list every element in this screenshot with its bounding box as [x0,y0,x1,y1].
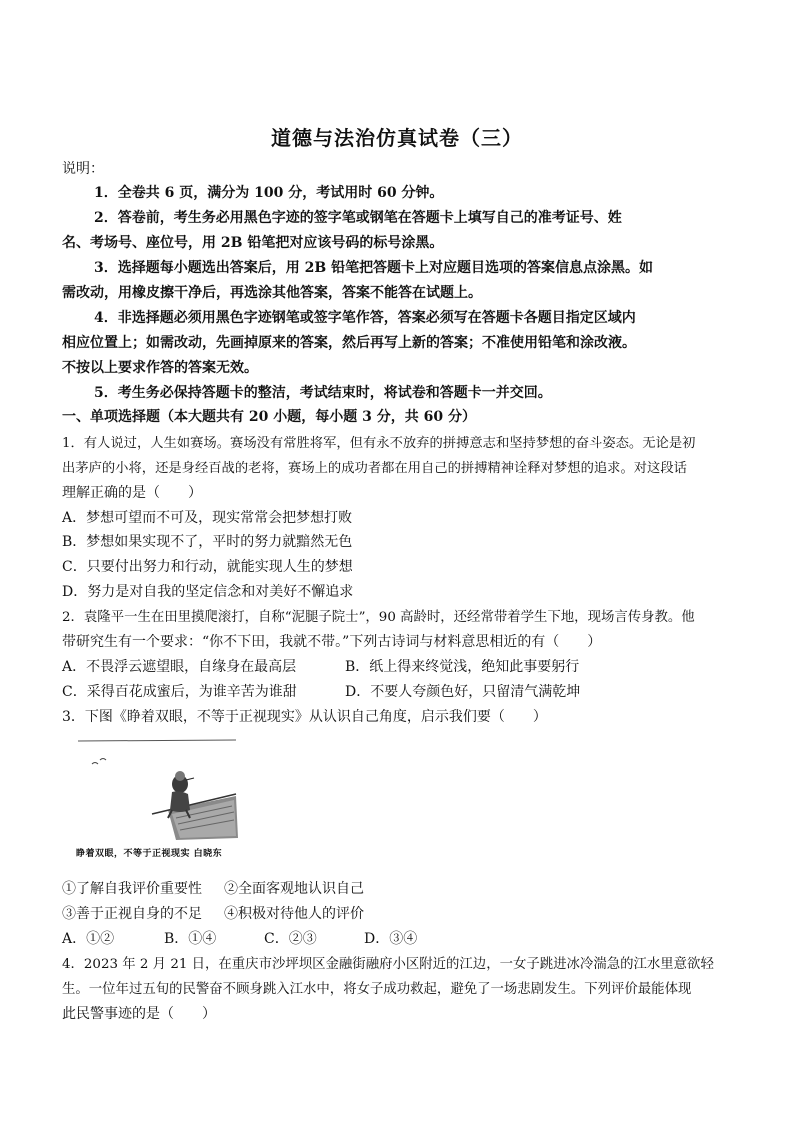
instruction-line: 1．全卷共 6 页，满分为 100 分，考试用时 60 分钟。 [94,185,444,201]
q3-choice-b: B．①④ [164,931,217,947]
q3-choice-d: D．③④ [364,931,418,947]
q3-item-3: ③善于正视自身的不足 [62,906,202,922]
q1-stem-line: 理解正确的是（ ） [62,485,202,501]
q4-stem-line: 此民警事迹的是（ ） [62,1006,216,1022]
q2-stem-line: 2．袁隆平一生在田里摸爬滚打，自称“泥腿子院士”，90 高龄时，还经常带着学生下地，现场言传身教。他 [62,610,695,625]
q1-option-a: A．梦想可望而不可及，现实常常会把梦想打败 [62,510,353,526]
q3-item-1: ①了解自我评价重要性 [62,881,202,897]
q3-item-4: ④积极对待他人的评价 [224,906,364,922]
instruction-line: 2．答卷前，考生务必用黑色字迹的签字笔或钢笔在答题卡上填写自己的准考证号、姓 [94,210,622,226]
q2-option-d: D．不要人夸颜色好，只留清气满乾坤 [345,684,581,700]
q2-option-c: C．采得百花成蜜后，为谁辛苦为谁甜 [62,684,297,700]
q4-stem-line: 4．2023 年 2 月 21 日，在重庆市沙坪坝区金融街融府小区附近的江边，一女子跳进冰冷湍急的江水里意欲轻 [62,957,714,972]
instruction-line: 不按以上要求作答的答案无效。 [62,360,258,376]
q3-stem: 3．下图《睁着双眼，不等于正视现实》从认识自己角度，启示我们要（ ） [62,709,547,725]
q4-stem-line: 生。一位年过五旬的民警奋不顾身跳入江水中，将女子成功救起，避免了一场悲剧发生。下列评价最能体现 [62,982,692,997]
instruction-line: 3．选择题每小题选出答案后，用 2B 铅笔把答题卡上对应题目选项的答案信息点涂黑。如 [94,260,654,276]
q1-option-d: D．努力是对自我的坚定信念和对美好不懈追求 [62,584,354,600]
cartoon-image [76,738,248,862]
instruction-line: 名、考场号、座位号，用 2B 铅笔把对应该号码的标号涂黑。 [62,235,444,251]
q1-option-b: B．梦想如果实现不了，平时的努力就黯然无色 [62,534,353,550]
q2-option-a: A．不畏浮云遮望眼，自缘身在最高层 [62,659,297,675]
q3-item-2: ②全面客观地认识自己 [224,881,364,897]
instruction-line: 需改动，用橡皮擦干净后，再选涂其他答案，答案不能答在试题上。 [62,285,482,301]
page-title: 道德与法治仿真试卷（三） [271,126,523,150]
cartoon-illustration [76,738,248,846]
q1-option-c: C．只要付出努力和行动，就能实现人生的梦想 [62,559,353,575]
q3-choice-a: A．①② [62,931,115,947]
instruction-line: 相应位置上；如需改动，先画掉原来的答案，然后再写上新的答案；不准使用铅笔和涂改液。 [62,335,636,351]
q1-stem-line: 出茅庐的小将，还是身经百战的老将，赛场上的成功者都在用自己的拼搏精神诠释对梦想的追求。对这段话 [62,461,687,476]
instruction-line: 5．考生务必保持答题卡的整洁，考试结束时，将试卷和答题卡一并交回。 [94,385,552,401]
cartoon-caption: 睁着双眼，不等于正视现实 白晓东 [76,849,223,859]
q2-option-b: B．纸上得来终觉浅，绝知此事要躬行 [345,659,580,675]
q3-choice-c: C．②③ [264,931,317,947]
section-heading: 一、单项选择题（本大题共有 20 小题，每小题 3 分，共 60 分） [62,409,476,425]
q1-stem-line: 1．有人说过，人生如赛场。赛场没有常胜将军，但有永不放弃的拼搏意志和坚持梦想的奋斗姿态。无论是初 [62,436,696,451]
q2-stem-line: 带研究生有一个要求：“你不下田，我就不带。”下列古诗词与材料意思相近的有（ ） [62,634,602,650]
instructions-heading: 说明： [62,161,104,177]
instruction-line: 4．非选择题必须用黑色字迹钢笔或签字笔作答，答案必须写在答题卡各题目指定区域内 [94,310,636,326]
